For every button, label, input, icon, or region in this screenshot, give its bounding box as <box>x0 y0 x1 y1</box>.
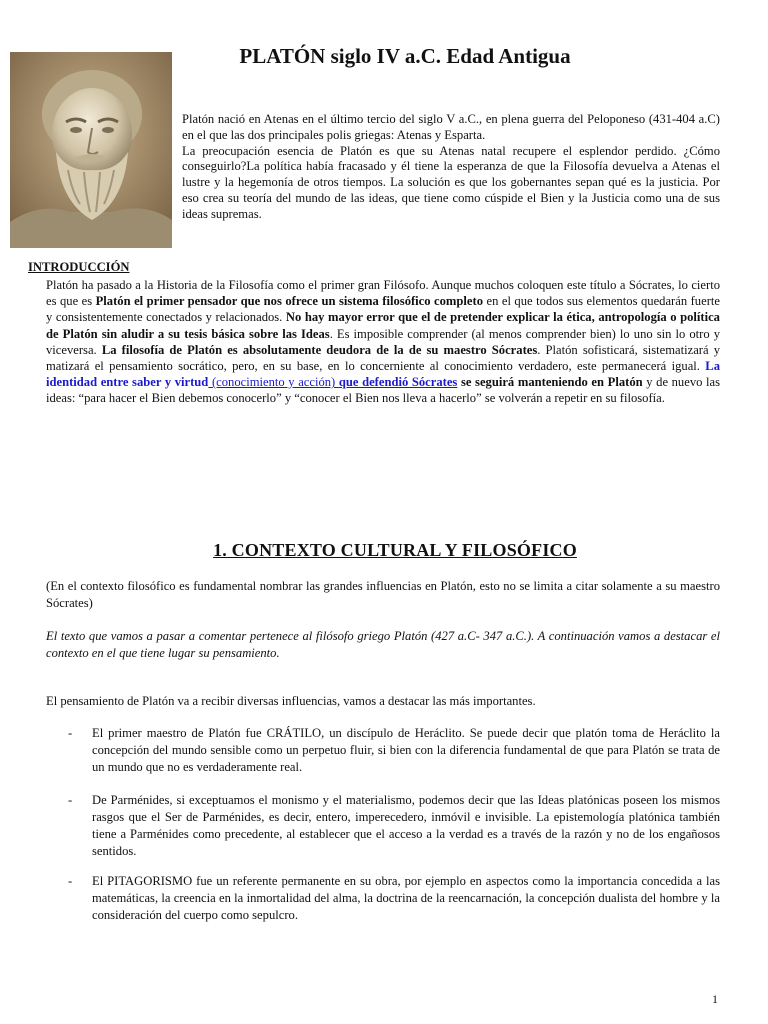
list-dash: - <box>68 726 73 740</box>
list-item-text: De Parménides, si exceptuamos el monismo y el materialismo, podemos decir que las Ideas platónicas poseen los mismos rasgos que el Ser de Parménides, es decir, entero, imperecedero, inmóvil e invisible. La epistemología platónica también tiene a Parménides como precedente, al establecer que el acceso a la verdad es a través de la razón y no de los engañosos sentidos. <box>92 793 720 858</box>
intro-bold-3: La filosofía de Platón es absolutamente deudora de la de su maestro Sócrates <box>101 342 538 357</box>
intro-blue-1: La identidad entre saber y virtud <box>46 359 720 390</box>
intro-bold-2: No hay mayor error que el de pretender explicar la ética, antropología o política de Platón sin aludir a su tesis básica sobre las Ideas <box>46 310 720 341</box>
introduccion-paragraph <box>46 277 720 407</box>
intro-blue-2: (conocimiento y acción) <box>208 375 339 390</box>
title-name: PLATÓN <box>239 44 326 68</box>
plato-bust-illustration <box>10 52 172 248</box>
title-subtitle: siglo IV a.C. Edad Antigua <box>325 44 571 68</box>
intro-text-4: . Platón sofisticará, sistematizará y matizará el pensamiento socrático, pero, en su base, en lo concerniente al conocimiento verdadero, este permanecerá igual. <box>46 342 720 374</box>
plato-bust-image <box>10 52 172 248</box>
list-dash: - <box>68 793 73 807</box>
intro-text-3: . Es imposible comprender (al menos comprender bien) lo uno sin lo otro y viceversa. <box>46 326 720 357</box>
introduccion-label: INTRODUCCIÓN <box>28 260 130 274</box>
bio-paragraph-2: La preocupación esencia de Platón es que su Atenas natal recupere el esplendor perdido. ¿Cómo conseguirlo?La política había fracasado y él tiene la esperanza de que la Filosofía devuelva a Atenas el lustre y la hegemonía de otros tiempos. La solución es que los gobernantes sepan qué es la justicia. Por eso crea su teoría del mundo de las ideas, que tiene como cúspide el Bien y la Justicia como una de sus ideas supremas. <box>182 143 720 221</box>
list-dash: - <box>68 874 73 888</box>
list-item <box>46 873 720 924</box>
section-note: (En el contexto filosófico es fundamental nombrar las grandes influencias en Platón, esto no se limita a citar solamente a su maestro Sócrates) <box>46 579 720 610</box>
section-lead: El pensamiento de Platón va a recibir diversas influencias, vamos a destacar las más importantes. <box>46 694 536 708</box>
page-title <box>190 44 620 69</box>
section-italic-intro: El texto que vamos a pasar a comentar pertenece al filósofo griego Platón (427 a.C- 347 a.C.). A continuación vamos a destacar el contexto en el que tiene lugar su pensamiento. <box>46 629 720 660</box>
intro-bold-4: se seguirá manteniendo en Platón <box>457 375 643 390</box>
list-item <box>46 792 720 860</box>
bio-paragraph-1: Platón nació en Atenas en el último tercio del siglo V a.C., en plena guerra del Peloponeso (431-404 a.C) en el que las dos principales polis griegas: Atenas y Esparta. <box>182 112 720 142</box>
list-item <box>46 725 720 776</box>
section-heading-contexto: 1. CONTEXTO CULTURAL Y FILOSÓFICO <box>213 540 577 560</box>
intro-text-2: en el que todos sus elementos quedarán fuerte y consistentemente conectados y relacionados. <box>46 294 720 325</box>
intro-bold-1: Platón el primer pensador que nos ofrece un sistema filosófico completo <box>95 294 484 309</box>
intro-text-5: y de nuevo las ideas: “para hacer el Bien debemos conocerlo” y “conocer el Bien nos lleva a hacerlo” se volverán a repetir en su filosofía. <box>46 375 721 406</box>
list-item-text: El PITAGORISMO fue un referente permanente en su obra, por ejemplo en aspectos como la importancia concedida a las matemáticas, la creencia en la inmortalidad del alma, la doctrina de la reencarnación, la concepción dualista del hombre y la consideración del cuerpo como sepulcro. <box>92 874 720 922</box>
intro-text-1: Platón ha pasado a la Historia de la Filosofía como el primer gran Filósofo. Aunque muchos coloquen este título a Sócrates, lo cierto es que es <box>46 278 720 309</box>
bio-block <box>182 112 720 223</box>
list-item-text: El primer maestro de Platón fue CRÁTILO, un discípulo de Heráclito. Se puede decir que platón toma de Heráclito la concepción del mundo sensible como un perpetuo fluir, si bien con la diferencia fundamental de que para Platón se trata de un mundo que no es verdaderamente real. <box>92 726 720 774</box>
intro-blue-3: que defendió Sócrates <box>338 375 458 390</box>
page-number: 1 <box>712 992 718 1006</box>
